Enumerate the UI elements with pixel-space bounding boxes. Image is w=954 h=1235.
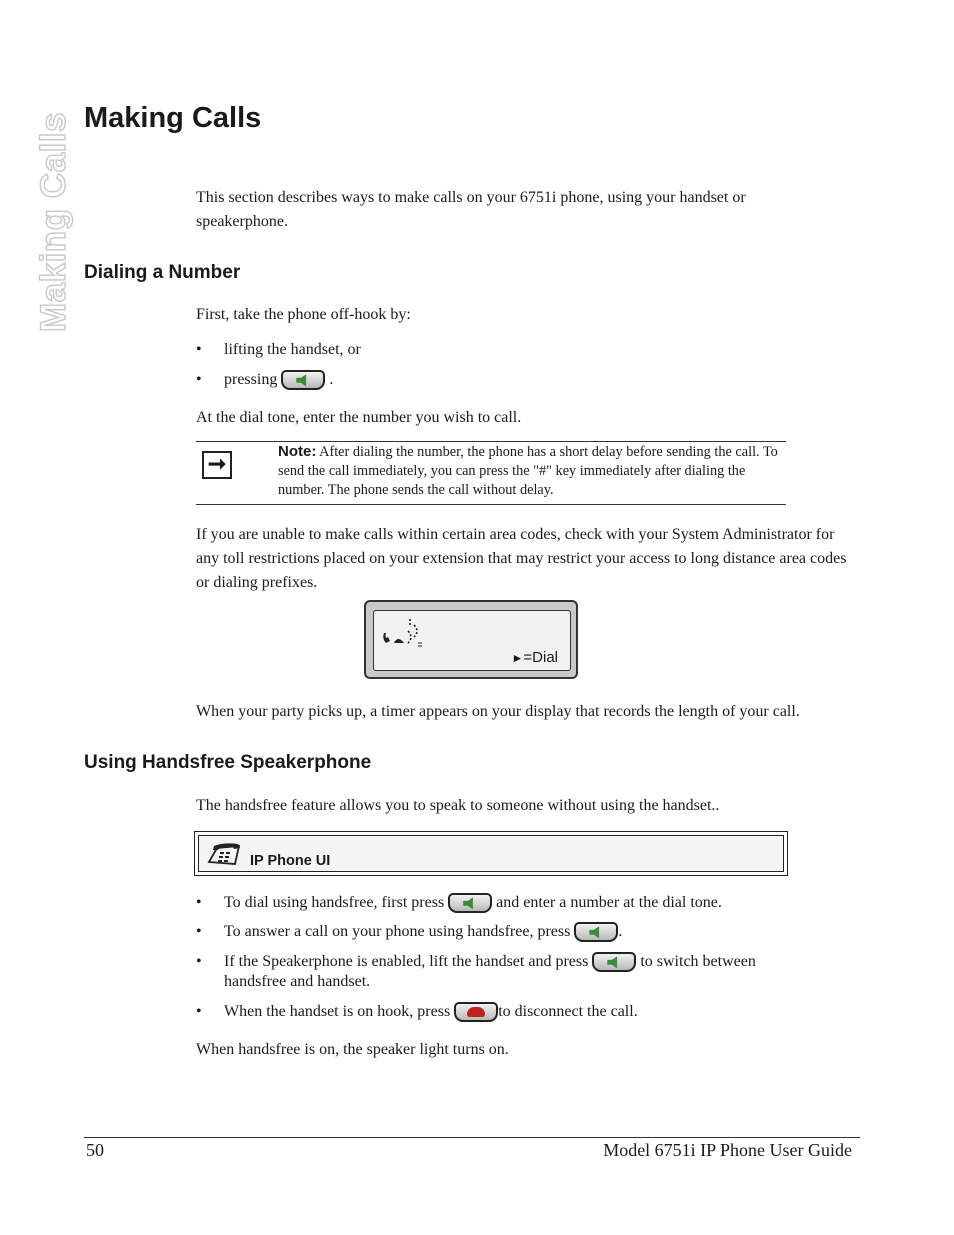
guide-title: Model 6751i IP Phone User Guide	[603, 1140, 852, 1160]
note-body: After dialing the number, the phone has a short delay before sending the call. To send the call immediately, you can press the "#" key immediately after dialing the number. The phone sends the call without delay.	[278, 444, 778, 498]
restrictions-paragraph: If you are unable to make calls within certain area codes, check with your System Administrator for any toll restrictions placed on your extension that may restrict your access to long distance area codes or dialing prefixes.	[196, 526, 847, 591]
offhook-paragraph: First, take the phone off-hook by:	[196, 306, 411, 323]
speaker-light-paragraph: When handsfree is on, the speaker light turns on.	[196, 1041, 509, 1058]
dial-tone-paragraph: At the dial tone, enter the number you wish to call.	[196, 409, 522, 426]
speaker-button-icon	[574, 922, 618, 942]
dial-arrow-icon: ►	[511, 651, 524, 665]
list-item-text	[224, 370, 333, 390]
bullet-dot: •	[196, 894, 202, 911]
right-arrow-icon: ➞	[202, 451, 232, 479]
list-item-text: If the Speakerphone is enabled, lift the handset and press to switch between	[224, 952, 756, 972]
timer-paragraph: When your party picks up, a timer appears on your display that records the length of your call.	[196, 703, 800, 720]
phone-keypad-icon	[206, 842, 244, 868]
bullet-dot: •	[196, 1003, 202, 1020]
speaker-button-icon	[448, 893, 492, 913]
list-item-text-before: pressing	[224, 371, 278, 388]
dial-softkey-label: ►=Dial	[511, 649, 558, 666]
bullet-dot: •	[196, 371, 202, 388]
list-item-text: To dial using handsfree, first press and enter a number at the dial tone.	[224, 893, 722, 913]
bullet-dot: •	[196, 341, 202, 358]
goodbye-button-icon	[454, 1002, 498, 1022]
list-item-text: To answer a call on your phone using handsfree, press .	[224, 922, 622, 942]
handsfree-intro-paragraph: The handsfree feature allows you to speak to someone without using the handset..	[196, 797, 720, 814]
list-item-text-after: .	[329, 371, 334, 388]
note-text	[278, 442, 778, 500]
page-title: Making Calls	[84, 102, 262, 134]
note-label: Note:	[278, 443, 317, 460]
page-number: 50	[86, 1140, 104, 1160]
list-item-text: When the handset is on hook, press to disconnect the call.	[224, 1002, 638, 1022]
phone-display-screen	[373, 610, 571, 671]
ip-phone-ui-label: IP Phone UI	[250, 853, 331, 869]
section-heading-handsfree: Using Handsfree Speakerphone	[84, 752, 372, 773]
side-tab-label: Making Calls	[34, 112, 73, 332]
handset-dialing-icon	[380, 615, 430, 649]
ip-phone-ui-box	[194, 831, 788, 876]
speaker-button-icon	[281, 370, 325, 390]
bullet-dot: •	[196, 953, 202, 970]
footer-rule	[84, 1137, 860, 1138]
section-heading-dialing: Dialing a Number	[84, 262, 241, 283]
bullet-dot: •	[196, 923, 202, 940]
note-bottom-rule	[196, 504, 786, 505]
list-item-text-line2: handsfree and handset.	[224, 973, 371, 990]
phone-display	[364, 600, 578, 679]
speaker-button-icon	[592, 952, 636, 972]
intro-paragraph: This section describes ways to make calls on your 6751i phone, using your handset or speakerphone.	[196, 189, 746, 230]
list-item-text: lifting the handset, or	[224, 341, 361, 358]
note-box	[196, 441, 786, 505]
